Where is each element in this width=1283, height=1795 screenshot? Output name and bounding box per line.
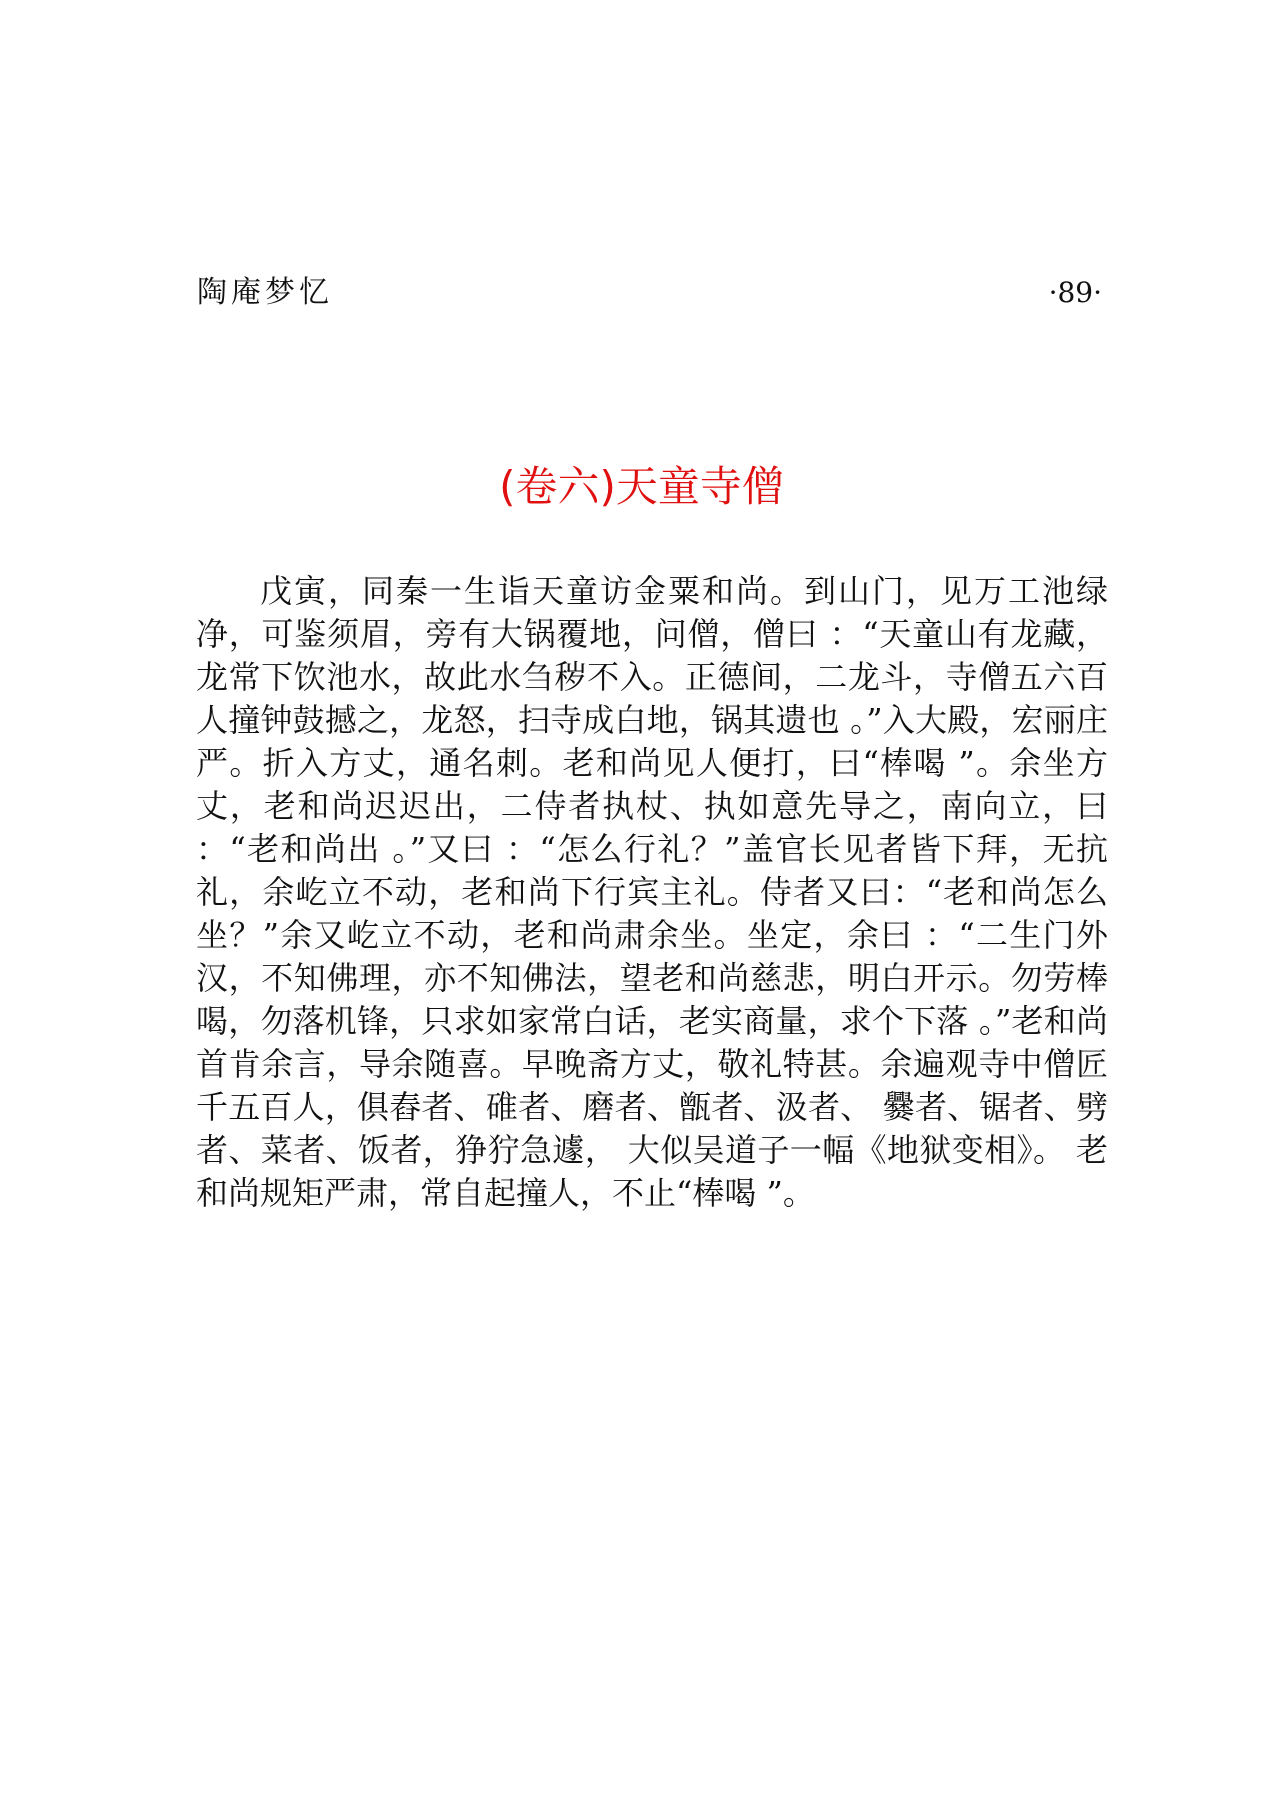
chapter-title: (卷六)天童寺僧 [499,462,784,511]
page-number: ·89· [1048,276,1102,309]
body-paragraph: 戊寅，同秦一生诣天童访金粟和尚。到山门，见万工池绿净，可鉴须眉，旁有大锅覆地，问僧，僧曰 ：“天童山有龙藏，龙常下饮池水，故此水刍秽不入。正德间，二龙斗，寺僧五六百人撞钟鼓撼之，龙怒，扫寺成白地，锅其遗也 。”入大殿，宏丽庄严。折入方丈，通名刺。老和尚见人便打，曰“棒喝 ”。余坐方丈，老和尚迟迟出，二侍者执杖、执如意先导之，南向立，曰 ：“老和尚出 。”又曰 ：“怎么行礼？”盖官长见者皆下拜，无抗礼，余屹立不动，老和尚下行宾主礼。侍者又曰：“老和尚怎么坐？”余又屹立不动，老和尚肃余坐。坐定，余曰 ：“二生门外汉，不知佛理，亦不知佛法，望老和尚慈悲，明白开示。勿劳棒喝，勿落机锋，只求如家常白话，老实商量，求个下落 。”老和尚首肯余言，导余随喜。早晚斋方丈，敬礼特甚。余遍观寺中僧匠千五百人，俱舂者、碓者、磨者、甑者、汲者、 爨者、锯者、劈者、菜者、饭者，狰狞急遽， 大似吴道子一幅《地狱变相》。 老和尚规矩严肃，常自起撞人，不止“棒喝 ”。 [196,572,1108,1212]
running-header [197,268,1102,318]
book-title: 陶庵梦忆 [197,275,333,310]
